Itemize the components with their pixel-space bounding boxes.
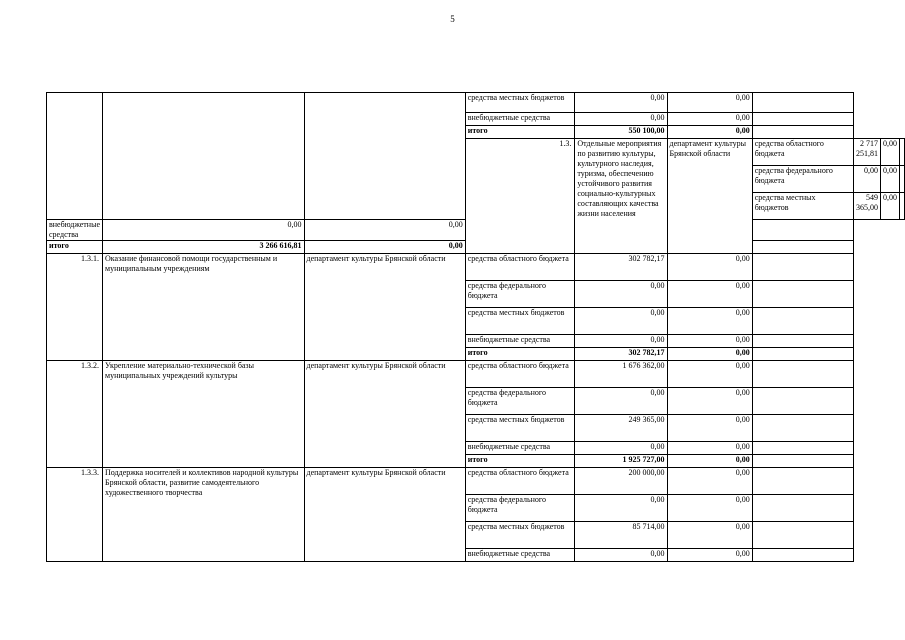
empty-cell — [900, 139, 905, 166]
amount-value: 200 000,00 — [575, 468, 667, 495]
empty-cell — [752, 549, 853, 562]
funding-source: внебюджетные средства — [465, 549, 575, 562]
amount-value-2: 0,00 — [667, 254, 752, 281]
amount-value: 0,00 — [575, 388, 667, 415]
executor: департамент культуры Брянской области — [304, 468, 465, 562]
empty-cell — [752, 442, 853, 455]
empty-cell — [900, 166, 905, 193]
funding-source: итого — [465, 455, 575, 468]
empty-cell — [752, 468, 853, 495]
item-title: Отдельные мероприятия по развитию культуры, культурного наследия, туризма, обеспечению устойчивого развития социально-культурных составляющих качества жизни населения — [575, 139, 667, 254]
funding-source: средства федерального бюджета — [465, 281, 575, 308]
empty-cell — [752, 335, 853, 348]
empty-cell — [752, 361, 853, 388]
funding-source: средства федерального бюджета — [752, 166, 853, 193]
funding-source: средства местных бюджетов — [465, 93, 575, 113]
amount-value: 0,00 — [575, 93, 667, 113]
empty-cell — [752, 241, 853, 254]
empty-cell — [752, 388, 853, 415]
amount-value: 1 925 727,00 — [575, 455, 667, 468]
amount-value: 0,00 — [575, 335, 667, 348]
item-number: 1.3.2. — [47, 361, 103, 468]
empty-cell — [752, 281, 853, 308]
item-number: 1.3. — [465, 139, 575, 254]
funding-source: средства местных бюджетов — [465, 308, 575, 335]
item-number — [47, 93, 103, 220]
funding-source: средства местных бюджетов — [465, 415, 575, 442]
empty-cell — [752, 415, 853, 442]
amount-value-2: 0,00 — [667, 442, 752, 455]
amount-value-2: 0,00 — [881, 166, 900, 193]
funding-source: средства местных бюджетов — [465, 522, 575, 549]
funding-source: средства областного бюджета — [465, 361, 575, 388]
empty-cell — [752, 220, 853, 241]
amount-value-2: 0,00 — [667, 522, 752, 549]
amount-value-2: 0,00 — [881, 139, 900, 166]
empty-cell — [752, 254, 853, 281]
executor: департамент культуры Брянской области — [304, 254, 465, 361]
amount-value-2: 0,00 — [667, 468, 752, 495]
amount-value-2: 0,00 — [304, 241, 465, 254]
amount-value-2: 0,00 — [304, 220, 465, 241]
table-row — [47, 468, 905, 495]
amount-value-2: 0,00 — [667, 415, 752, 442]
item-title: Поддержка носителей и коллективов народной культуры Брянской области, развитие самодеятельного художественного творчества — [103, 468, 305, 562]
table-row — [47, 254, 905, 281]
amount-value-2: 0,00 — [667, 93, 752, 113]
amount-value-2: 0,00 — [667, 549, 752, 562]
amount-value: 0,00 — [575, 442, 667, 455]
funding-source: средства федерального бюджета — [465, 495, 575, 522]
item-title: Оказание финансовой помощи государственным и муниципальным учреждениям — [103, 254, 305, 361]
funding-source: внебюджетные средства — [465, 442, 575, 455]
amount-value-2: 0,00 — [667, 113, 752, 126]
amount-value: 0,00 — [103, 220, 305, 241]
empty-cell — [752, 93, 853, 113]
amount-value: 0,00 — [854, 166, 881, 193]
funding-source: средства областного бюджета — [465, 468, 575, 495]
funding-source: средства областного бюджета — [752, 139, 853, 166]
executor — [304, 93, 465, 220]
item-title: Укрепление материально-технической базы муниципальных учреждений культуры — [103, 361, 305, 468]
item-number: 1.3.1. — [47, 254, 103, 361]
amount-value-2: 0,00 — [667, 361, 752, 388]
amount-value: 3 266 616,81 — [103, 241, 305, 254]
amount-value: 0,00 — [575, 281, 667, 308]
amount-value: 302 782,17 — [575, 348, 667, 361]
amount-value-2: 0,00 — [667, 126, 752, 139]
amount-value: 2 717 251,81 — [854, 139, 881, 166]
funding-source: средства федерального бюджета — [465, 388, 575, 415]
amount-value: 0,00 — [575, 308, 667, 335]
funding-source: итого — [465, 348, 575, 361]
funding-source: итого — [465, 126, 575, 139]
empty-cell — [752, 348, 853, 361]
amount-value: 0,00 — [575, 495, 667, 522]
amount-value-2: 0,00 — [667, 348, 752, 361]
amount-value-2: 0,00 — [667, 335, 752, 348]
page-number: 5 — [450, 14, 455, 24]
amount-value: 0,00 — [575, 113, 667, 126]
amount-value: 0,00 — [575, 549, 667, 562]
item-number: 1.3.3. — [47, 468, 103, 562]
amount-value-2: 0,00 — [667, 308, 752, 335]
empty-cell — [752, 522, 853, 549]
empty-cell — [752, 113, 853, 126]
amount-value-2: 0,00 — [667, 495, 752, 522]
funding-source: итого — [47, 241, 103, 254]
funding-source: внебюджетные средства — [47, 220, 103, 241]
amount-value-2: 0,00 — [667, 455, 752, 468]
table-row — [47, 93, 905, 113]
amount-value-2: 0,00 — [881, 193, 900, 220]
funding-source: внебюджетные средства — [465, 113, 575, 126]
funding-source: средства областного бюджета — [465, 254, 575, 281]
executor: департамент культуры Брянской области — [304, 361, 465, 468]
amount-value: 85 714,00 — [575, 522, 667, 549]
amount-value: 302 782,17 — [575, 254, 667, 281]
funding-source: внебюджетные средства — [465, 335, 575, 348]
funding-source: средства местных бюджетов — [752, 193, 853, 220]
empty-cell — [900, 193, 905, 220]
empty-cell — [752, 455, 853, 468]
amount-value: 549 365,00 — [854, 193, 881, 220]
empty-cell — [752, 495, 853, 522]
amount-value: 249 365,00 — [575, 415, 667, 442]
table-row — [47, 361, 905, 388]
item-title — [103, 93, 305, 220]
empty-cell — [752, 308, 853, 335]
budget-table — [46, 92, 905, 562]
amount-value: 550 100,00 — [575, 126, 667, 139]
amount-value-2: 0,00 — [667, 281, 752, 308]
empty-cell — [752, 126, 853, 139]
executor: департамент культуры Брянской области — [667, 139, 752, 254]
amount-value: 1 676 362,00 — [575, 361, 667, 388]
amount-value-2: 0,00 — [667, 388, 752, 415]
